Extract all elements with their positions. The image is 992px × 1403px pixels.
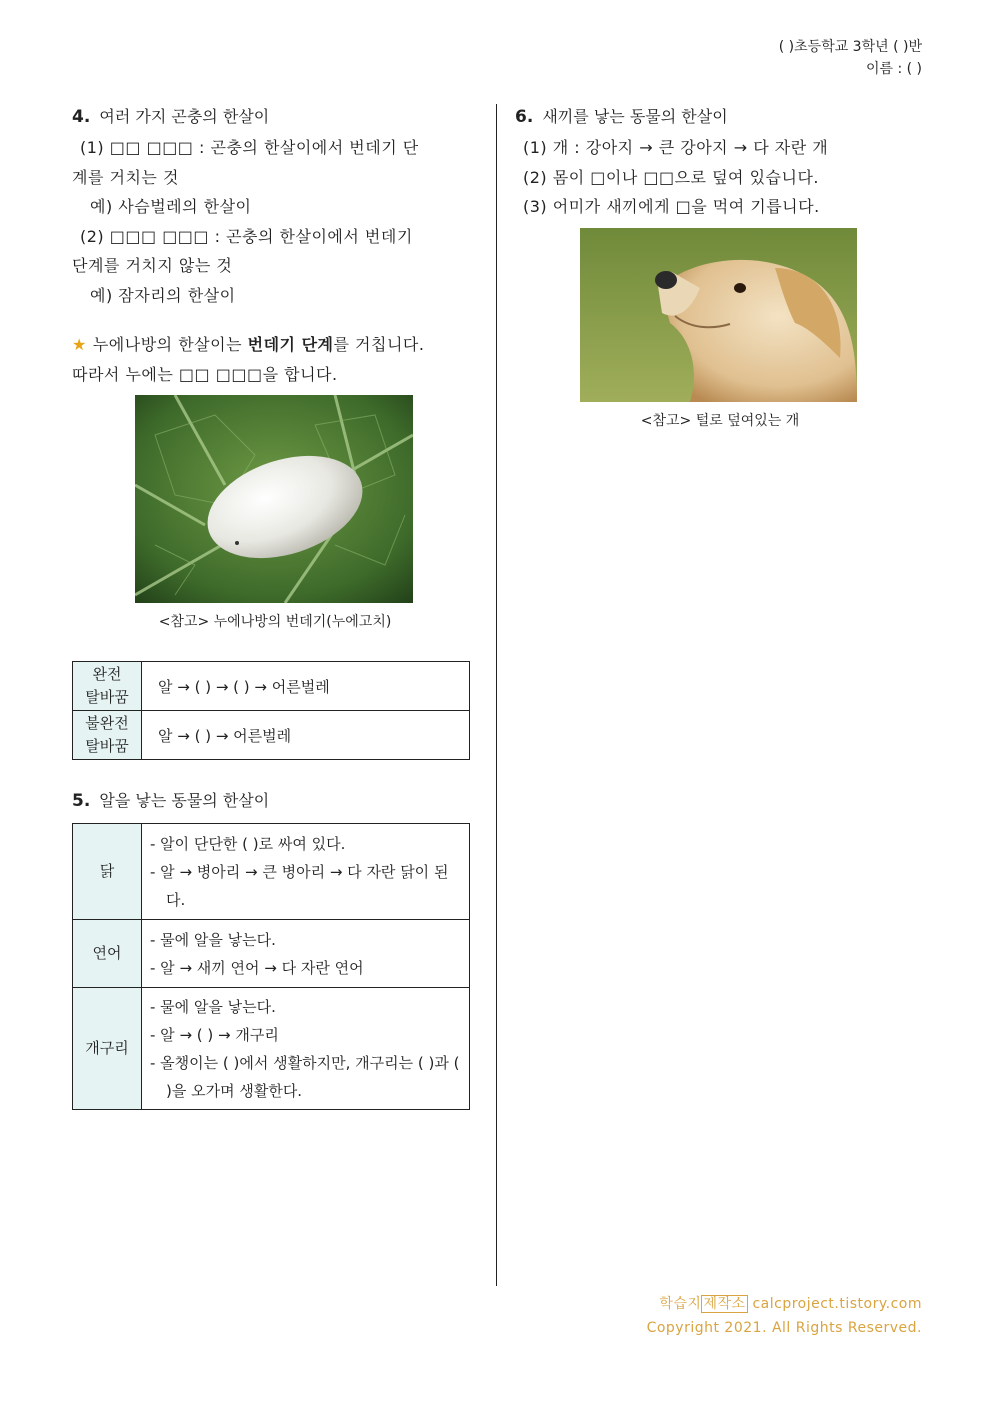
incomplete-metamorphosis-stages: 알 → ( ) → 어른벌레: [142, 711, 470, 760]
section6-line2: (2) 몸이 □이나 □□으로 덮여 있습니다.: [523, 167, 820, 187]
section6-number: 6.: [515, 107, 534, 127]
cocoon-photo: [135, 395, 413, 603]
section6-title: [515, 104, 925, 127]
name-line: 이름 : ( ): [865, 61, 922, 77]
section4-number: 4.: [72, 107, 91, 127]
complete-metamorphosis-label: 완전 탈바꿈: [73, 662, 142, 711]
egg-laying-animals-table: [72, 823, 470, 1110]
left-column: [72, 104, 478, 1110]
star-note: [72, 330, 478, 389]
cocoon-caption: <참고> 누에나방의 번데기(누에고치): [158, 614, 392, 630]
table-row: [73, 920, 470, 988]
header: [779, 36, 922, 80]
salmon-label: 연어: [73, 920, 142, 988]
salmon-description: - 물에 알을 낳는다. - 알 → 새끼 연어 → 다 자란 연어: [142, 920, 470, 988]
section4-item1-example: 예) 사슴벌레의 한살이: [90, 197, 252, 216]
frog-description: - 물에 알을 낳는다. - 알 → ( ) → 개구리 - 올챙이는 ( )에서 생활하지만, 개구리는 ( )과 ( )을 오가며 생활한다.: [142, 988, 470, 1110]
table-row: [73, 662, 470, 711]
section4-item1-line2: 계를 거치는 것: [72, 167, 179, 187]
section4-title-text: 여러 가지 곤충의 한살이: [99, 107, 270, 126]
section4-title: [72, 104, 478, 127]
star-icon: ★: [72, 335, 87, 354]
brand-boxed: 제작소: [703, 1296, 746, 1312]
section4-item2-line1: (2) □□□ □□□ : 곤충의 한살이에서 번데기: [80, 226, 413, 246]
dog-photo: [580, 228, 857, 402]
section4-item1-line1: (1) □□ □□□ : 곤충의 한살이에서 번데기 단: [80, 138, 419, 157]
frog-label: 개구리: [73, 988, 142, 1110]
column-divider: [496, 104, 497, 1286]
chicken-label: 닭: [73, 824, 142, 920]
footer-brand: 학습지 제작소 calcproject.tistory.com: [659, 1296, 922, 1312]
star-text-a: 누에나방의 한살이는: [92, 335, 248, 354]
section6-line3: (3) 어미가 새끼에게 □을 먹여 기릅니다.: [523, 197, 820, 216]
section5-number: 5.: [72, 791, 91, 811]
right-column: [515, 104, 925, 430]
metamorphosis-table: [72, 661, 470, 760]
star-text-bold: 번데기 단계: [247, 335, 334, 354]
footer: [647, 1292, 922, 1340]
dog-caption: <참고> 털로 덮여있는 개: [640, 412, 800, 429]
complete-metamorphosis-stages: 알 → ( ) → ( ) → 어른벌레: [142, 662, 470, 711]
footer-copyright: Copyright 2021. All Rights Reserved.: [646, 1320, 922, 1336]
footer-site: calcproject.tistory.com: [747, 1296, 922, 1312]
section6-title-text: 새끼를 낳는 동물의 한살이: [542, 107, 728, 126]
table-row: [73, 711, 470, 760]
incomplete-metamorphosis-label: 불완전 탈바꿈: [73, 711, 142, 760]
star-line2: 따라서 누에는 □□ □□□을 합니다.: [72, 364, 338, 384]
section4-item2-line2: 단계를 거치지 않는 것: [72, 256, 233, 275]
chicken-description: - 알이 단단한 ( )로 싸여 있다. - 알 → 병아리 → 큰 병아리 → 다 자란 닭이 된다.: [142, 824, 470, 920]
section4-item2-example: 예) 잠자리의 한살이: [90, 285, 236, 305]
star-text-b: 를 거칩니다.: [333, 335, 425, 354]
section5-title-text: 알을 낳는 동물의 한살이: [99, 791, 270, 810]
school-class-line: ( )초등학교 3학년 ( )반: [778, 39, 922, 55]
table-row: [73, 988, 470, 1110]
table-row: [73, 824, 470, 920]
section6-line1: (1) 개 : 강아지 → 큰 강아지 → 다 자란 개: [523, 138, 829, 157]
section5-title: [72, 788, 478, 811]
